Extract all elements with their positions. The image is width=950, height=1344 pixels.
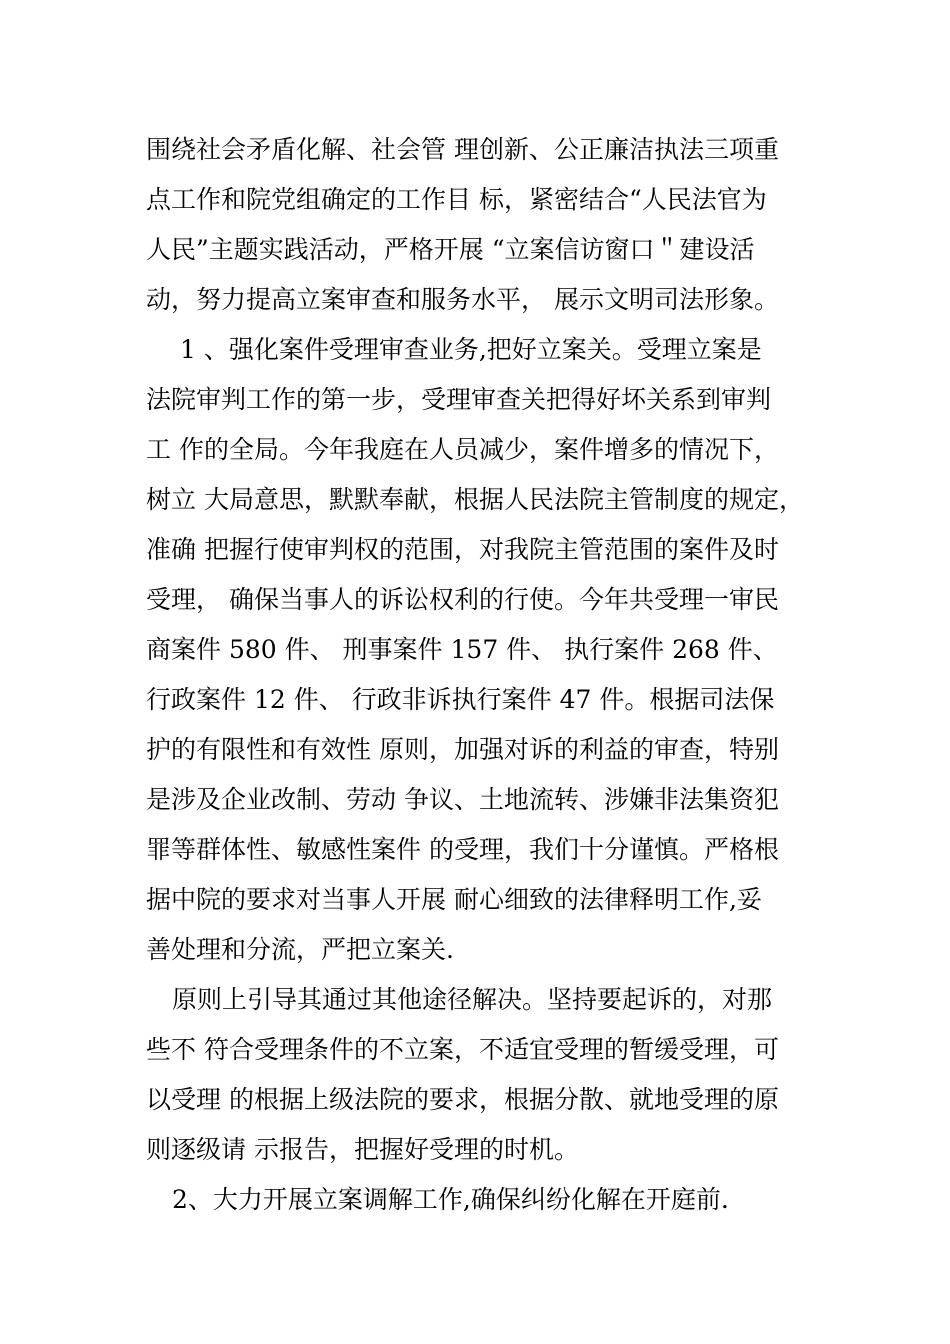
text-line: 护的有限性和有效性 原则，加强对诉的利益的审查，特别 [146,735,779,764]
text-line: 商案件 580 件、 刑事案件 157 件、 执行案件 268 件、 [146,635,778,664]
text-line: 准确 把握行使审判权的范围，对我院主管范围的案件及时 [146,535,779,564]
text-line: 些不 符合受理条件的不立案，不适宜受理的暂缓受理，可 [146,1035,779,1064]
text-line: 据中院的要求对当事人开展 耐心细致的法律释明工作,妥 [146,885,762,914]
text-line: 人民”主题实践活动，严格开展 “立案信访窗口＂建设活 [146,235,755,264]
text-line: 则逐级请 示报告，把握好受理的时机。 [146,1135,579,1164]
text-line: 是涉及企业改制、劳动 争议、土地流转、涉嫌非法集资犯 [146,785,779,814]
text-line: 树立 大局意思，默默奉献，根据人民法院主管制度的规定， [146,485,804,514]
text-line: 善处理和分流，严把立案关. [146,935,454,964]
text-line: 动，努力提高立案审查和服务水平， 展示文明司法形象。 [146,285,779,314]
text-line: 围绕社会矛盾化解、社会管 理创新、公正廉洁执法三项重 [146,135,779,164]
text-line: 点工作和院党组确定的工作目 标，紧密结合“人民法官为 [146,185,767,214]
text-line: 受理， 确保当事人的诉讼权利的行使。今年共受理一审民 [146,585,779,614]
text-line: 罪等群体性、敏感性案件 的受理，我们十分谨慎。严格根 [146,835,779,864]
text-line: 法院审判工作的第一步，受理审查关把得好坏关系到审判 [146,385,772,414]
text-line: 行政案件 12 件、 行政非诉执行案件 47 件。根据司法保 [146,685,775,714]
text-line: 原则上引导其通过其他途径解决。坚持要起诉的，对那 [172,985,773,1014]
text-line: 2、大力开展立案调解工作,确保纠纷化解在开庭前. [172,1185,729,1214]
text-line: 以受理 的根据上级法院的要求，根据分散、就地受理的原 [146,1085,779,1114]
text-line: 1 、强化案件受理审查业务,把好立案关。受理立案是 [180,335,762,364]
text-line: 工 作的全局。今年我庭在人员减少，案件增多的情况下， [146,435,779,464]
